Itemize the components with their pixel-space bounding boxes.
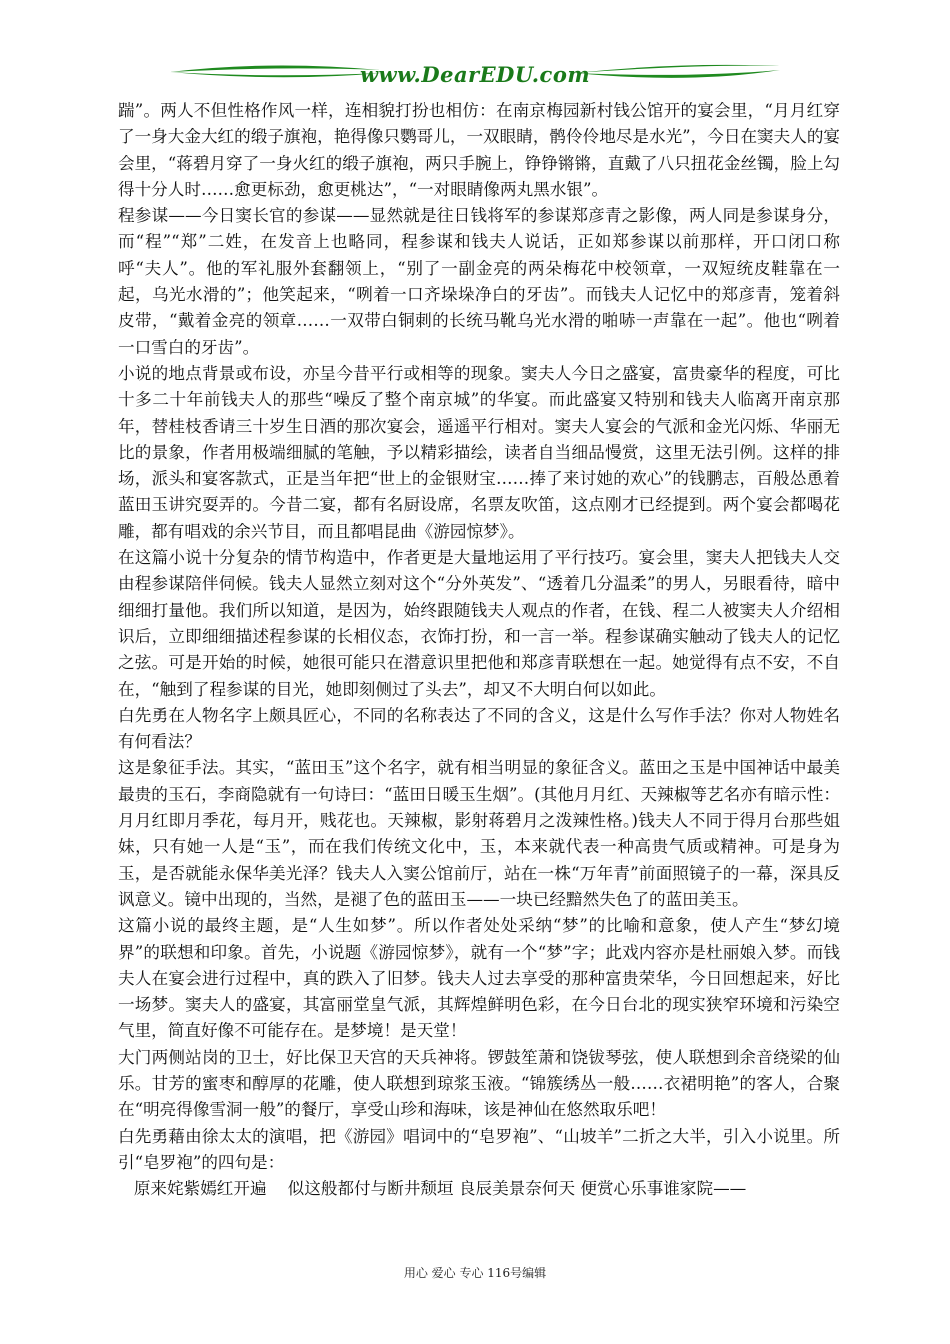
paragraph: 这是象征手法。其实，“蓝田玉”这个名字，就有相当明显的象征含义。蓝田之玉是中国神话中最美最贵的玉石，李商隐就有一句诗曰：“蓝田日暖玉生烟”。(其他月月红、天辣椒等艺名亦有暗示性：月月红即月季花，每月开，贱花也。天辣椒，影射蒋碧月之泼辣性格。)钱夫人不同于得月台那些姐妹，只有她一人是“玉”，而在我们传统文化中，玉，本来就代表一种高贵气质或精神。可是身为玉，是否就能永保华美光泽？钱夫人入窦公馆前厅，站在一株“万年青”前面照镜子的一幕，深具反讽意义。镜中出现的，当然，是褪了色的蓝田玉——一块已经黯然失色了的蓝田美玉。 (118, 758, 840, 909)
site-header (0, 0, 950, 100)
page-footer: 用心 爱心 专心 116号编辑 (403, 1266, 547, 1280)
paragraph: 踹”。两人不但性格作风一样，连相貌打扮也相仿：在南京梅园新村钱公馆开的宴会里，“月月红穿了一身大金大红的缎子旗袍，艳得像只鹦哥儿，一双眼睛，鹘伶伶地尽是水光”，今日在窦夫人的宴会里，“蒋碧月穿了一身火红的缎子旗袍，两只手腕上，铮铮锵锵，直戴了八只扭花金丝镯，脸上勾得十分人时……愈更标劲，愈更桃达”，“一对眼睛像两丸黑水银”。 (118, 101, 841, 199)
poem-line: 原来姹紫嫣红开遍 似这般都付与断井颓垣 良辰美景奈何天 便赏心乐事谁家院—— (118, 1179, 747, 1199)
paragraph: 程参谋——今日窦长官的参谋——显然就是往日钱将军的参谋郑彦青之影像，两人同是参谋身分，而“程”“郑”二姓，在发音上也略同，程参谋和钱夫人说话，正如郑参谋以前那样，开口闭口称呼“夫人”。他的军礼服外套翻领上，“别了一副金亮的两朵梅花中校领章，一双短统皮鞋靠在一起，乌光水滑的”；他笑起来，“咧着一口齐垛垛净白的牙齿”。而钱夫人记忆中的郑彦青，笼着斜皮带，“戴着金亮的领章……一双带白铜刺的长统马靴乌光水滑的啪哧一声靠在一起”。他也“咧着一口雪白的牙齿”。 (118, 206, 840, 357)
paragraph: 大门两侧站岗的卫士，好比保卫天宫的天兵神将。锣鼓笙萧和饶钹琴弦，使人联想到余音绕梁的仙乐。甘芳的蜜枣和醇厚的花雕，使人联想到琼浆玉液。“锦簇绣丛一般……衣裙明艳”的客人，合聚在“明亮得像雪洞一般”的餐厅，享受山珍和海味，该是神仙在悠然取乐吧！ (118, 1047, 840, 1120)
document-body (118, 98, 840, 1202)
question-paragraph: 白先勇在人物名字上颇具匠心，不同的名称表达了不同的含义，这是什么写作手法？你对人物姓名有何看法？ (118, 705, 840, 752)
paragraph: 白先勇藉由徐太太的演唱，把《游园》唱词中的“皂罗袍”、“山坡羊”二折之大半，引入小说里。所引“皂罗袍”的四句是： (118, 1126, 840, 1172)
paragraph: 这篇小说的最终主题，是“人生如梦”。所以作者处处采纳“梦”的比喻和意象，使人产生“梦幻境界”的联想和印象。首先，小说题《游园惊梦》，就有一个“梦”字；此戏内容亦是杜丽娘入梦。而钱夫人在宴会进行过程中，真的跌入了旧梦。钱夫人过去享受的那种富贵荣华，今日回想起来，好比一场梦。窦夫人的盛宴，其富丽堂皇气派，其辉煌鲜明色彩，在今日台北的现实狭窄环境和污染空气里，简直好像不可能存在。是梦境！是天堂！ (118, 916, 840, 1041)
paragraph: 在这篇小说十分复杂的情节构造中，作者更是大量地运用了平行技巧。宴会里，窦夫人把钱夫人交由程参谋陪伴伺候。钱夫人显然立刻对这个“分外英发”、“透着几分温柔”的男人，另眼看待，暗中细细打量他。我们所以知道，是因为，始终跟随钱夫人观点的作者，在钱、程二人被窦夫人介绍相识后，立即细细描述程参谋的长相仪态，衣饰打扮，和一言一举。程参谋确实触动了钱夫人的记忆之弦。可是开始的时候，她很可能只在潜意识里把他和郑彦青联想在一起。她觉得有点不安，不自在，“触到了程参谋的目光，她即刻侧过了头去”，却又不大明白何以如此。 (118, 548, 840, 699)
site-name[interactable]: www.DearEDU.com (359, 62, 591, 87)
paragraph: 小说的地点背景或布设，亦呈今昔平行或相等的现象。窦夫人今日之盛宴，富贵豪华的程度，可比十多二十年前钱夫人的那些“噪反了整个南京城”的华宴。而此盛宴又特别和钱夫人临离开南京那年，替桂枝香请三十岁生日酒的那次宴会，遥遥平行相对。窦夫人宴会的气派和金光闪烁、华丽无比的景象，作者用极端细腻的笔触，予以精彩描绘，读者自当细品慢赏，这里无法引例。这样的排场，派头和宴客款式，正是当年把“世上的金银财宝……捧了来讨她的欢心”的钱鹏志，百般怂恿着蓝田玉讲究耍弄的。今昔二宴，都有名厨设席，名票友吹笛，这点刚才已经提到。两个宴会都喝花雕，都有唱戏的余兴节目，而且都唱昆曲《游园惊梦》。 (118, 363, 840, 541)
